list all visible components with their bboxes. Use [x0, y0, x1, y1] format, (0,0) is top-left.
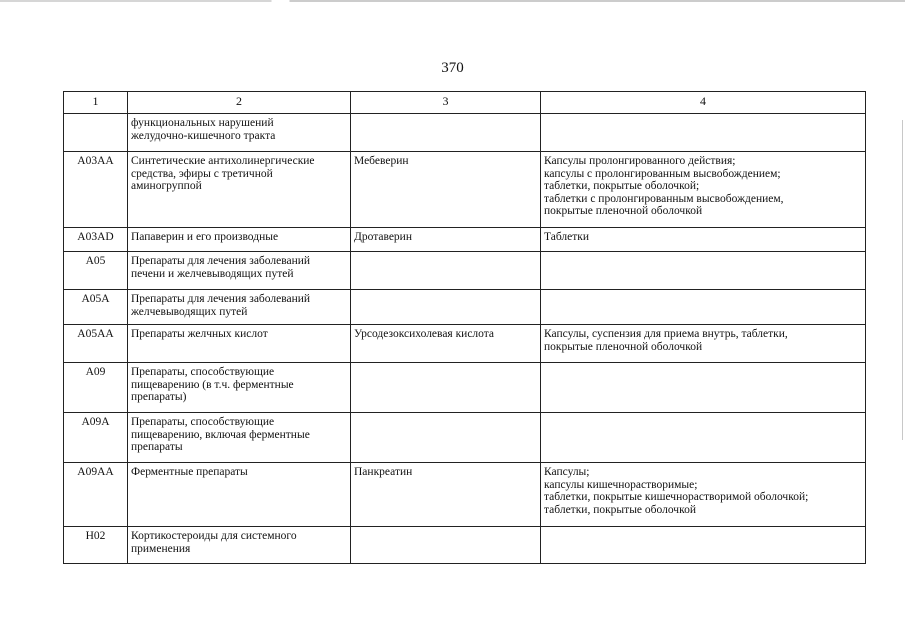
atc-code-cell: H02: [64, 527, 128, 564]
group-name-cell: Синтетические антихолинергические средства, эфиры с третичной аминогруппой: [128, 152, 351, 228]
table-row: [64, 114, 866, 152]
atc-code-cell: A05AA: [64, 325, 128, 363]
drug-classification-table: [63, 91, 866, 564]
dosage-forms-cell: [541, 527, 866, 564]
group-name-cell: Папаверин и его производные: [128, 228, 351, 252]
substance-cell: [351, 252, 541, 290]
substance-cell: Панкреатин: [351, 463, 541, 527]
group-name-cell: Ферментные препараты: [128, 463, 351, 527]
dosage-forms-cell: Капсулы; капсулы кишечнорастворимые; таблетки, покрытые кишечнорастворимой оболочкой; таблетки, покрытые оболочкой: [541, 463, 866, 527]
table-row: [64, 325, 866, 363]
substance-cell: Урсодезоксихолевая кислота: [351, 325, 541, 363]
table-row: [64, 463, 866, 527]
substance-cell: [351, 114, 541, 152]
dosage-forms-cell: Таблетки: [541, 228, 866, 252]
table-header-row: [64, 92, 866, 114]
group-name-cell: функциональных нарушений желудочно-кишечного тракта: [128, 114, 351, 152]
dosage-forms-cell: [541, 114, 866, 152]
page-number: 370: [441, 60, 464, 76]
table-row: [64, 228, 866, 252]
column-header-1: 1: [64, 92, 128, 114]
column-header-4: 4: [541, 92, 866, 114]
atc-code-cell: A03AA: [64, 152, 128, 228]
group-name-cell: Препараты, способствующие пищеварению, включая ферментные препараты: [128, 413, 351, 463]
substance-cell: [351, 363, 541, 413]
dosage-forms-cell: [541, 363, 866, 413]
table-row: [64, 252, 866, 290]
group-name-cell: Препараты желчных кислот: [128, 325, 351, 363]
dosage-forms-cell: Капсулы пролонгированного действия; капсулы с пролонгированным высвобождением; таблетки, покрытые оболочкой; таблетки с пролонгированным высвобождением, покрытые пленочной оболочкой: [541, 152, 866, 228]
dosage-forms-cell: [541, 290, 866, 325]
column-header-2: 2: [128, 92, 351, 114]
substance-cell: [351, 413, 541, 463]
group-name-cell: Препараты для лечения заболеваний желчевыводящих путей: [128, 290, 351, 325]
group-name-cell: Кортикостероиды для системного применения: [128, 527, 351, 564]
dosage-forms-cell: Капсулы, суспензия для приема внутрь, таблетки, покрытые пленочной оболочкой: [541, 325, 866, 363]
scan-right-edge: [902, 120, 903, 440]
atc-code-cell: A09: [64, 363, 128, 413]
substance-cell: Мебеверин: [351, 152, 541, 228]
substance-cell: Дротаверин: [351, 228, 541, 252]
dosage-forms-cell: [541, 413, 866, 463]
scan-top-edge: [0, 0, 905, 2]
atc-code-cell: A03AD: [64, 228, 128, 252]
table-row: [64, 152, 866, 228]
column-header-3: 3: [351, 92, 541, 114]
atc-code-cell: A09A: [64, 413, 128, 463]
atc-code-cell: A05: [64, 252, 128, 290]
atc-code-cell: [64, 114, 128, 152]
substance-cell: [351, 527, 541, 564]
group-name-cell: Препараты, способствующие пищеварению (в т.ч. ферментные препараты): [128, 363, 351, 413]
table-row: [64, 363, 866, 413]
atc-code-cell: A09AA: [64, 463, 128, 527]
dosage-forms-cell: [541, 252, 866, 290]
table-row: [64, 413, 866, 463]
atc-code-cell: A05A: [64, 290, 128, 325]
substance-cell: [351, 290, 541, 325]
table-row: [64, 290, 866, 325]
group-name-cell: Препараты для лечения заболеваний печени и желчевыводящих путей: [128, 252, 351, 290]
table-row: [64, 527, 866, 564]
